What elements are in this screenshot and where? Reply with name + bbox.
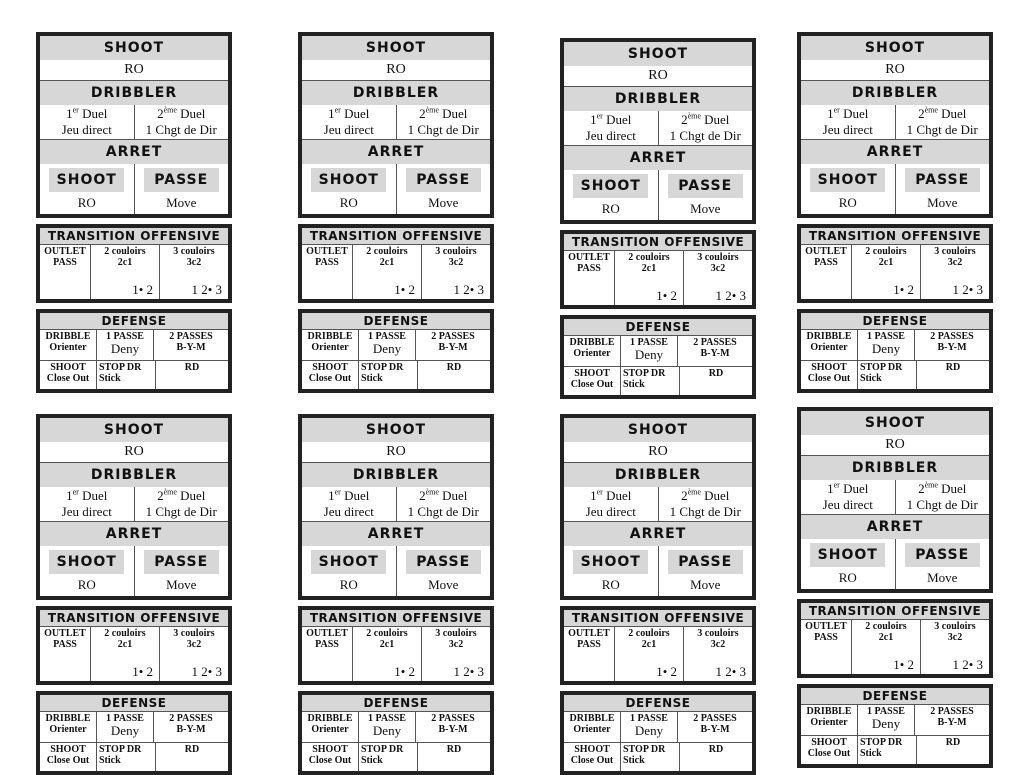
shoot-closeout-cell: SHOOT Close Out — [807, 362, 851, 384]
duel-row — [564, 487, 752, 522]
shoot-ro: RO — [40, 60, 228, 81]
stop-dr-cell: STOP DR Stick — [358, 743, 417, 771]
first-duel: 1er Duel Jeu direct — [40, 487, 135, 521]
outlet-pass: OUTLET PASS — [568, 628, 610, 650]
dribble-cell: DRIBBLE Orienter — [569, 713, 615, 735]
arret-shoot-label: SHOOT — [573, 550, 648, 574]
two-lanes: 2 couloirs 2c1 1• 2 — [352, 627, 421, 681]
arret-row — [564, 170, 752, 220]
dribble-cell: DRIBBLE Orienter — [45, 331, 91, 353]
arret-ro: RO — [601, 577, 620, 592]
transition-box — [298, 224, 494, 303]
arret-header: ARRET — [801, 140, 989, 164]
arret-shoot-label: SHOOT — [311, 550, 386, 574]
arret-row — [801, 164, 989, 214]
transition-box — [36, 606, 232, 685]
outlet-pass: OUTLET PASS — [44, 246, 86, 268]
arret-shoot-label: SHOOT — [311, 168, 386, 192]
three-lanes: 3 couloirs 3c2 1 2• 3 — [920, 245, 989, 299]
two-passes-cell: 2 PASSES B-Y-M — [914, 330, 989, 360]
dribbler-header: DRIBBLER — [40, 463, 228, 487]
stop-dr-cell: STOP DR Stick — [857, 361, 916, 389]
arret-row — [40, 164, 228, 214]
transition-header: TRANSITION OFFENSIVE — [302, 610, 490, 627]
arret-header: ARRET — [564, 522, 752, 546]
defense-header: DEFENSE — [801, 688, 989, 705]
first-duel: 1er Duel Jeu direct — [564, 111, 659, 145]
rd-cell: RD — [417, 743, 490, 771]
arret-passe-label: PASSE — [668, 550, 743, 574]
shoot-ro: RO — [801, 60, 989, 81]
defense-header: DEFENSE — [40, 313, 228, 330]
arret-ro: RO — [77, 195, 96, 210]
first-duel: 1er Duel Jeu direct — [302, 105, 397, 139]
transition-header: TRANSITION OFFENSIVE — [801, 603, 989, 620]
two-lanes: 2 couloirs 2c1 1• 2 — [352, 245, 421, 299]
arret-move: Move — [166, 577, 197, 592]
defense-header: DEFENSE — [564, 319, 752, 336]
arret-shoot-label: SHOOT — [573, 174, 648, 198]
two-lanes-numbers: 1• 2 — [893, 282, 914, 297]
shoot-ro: RO — [564, 442, 752, 463]
offense-box — [36, 414, 232, 600]
defense-header: DEFENSE — [40, 695, 228, 712]
defense-box — [797, 684, 993, 768]
transition-header: TRANSITION OFFENSIVE — [564, 610, 752, 627]
defense-header: DEFENSE — [302, 313, 490, 330]
shoot-header: SHOOT — [40, 36, 228, 60]
offense-box — [298, 414, 494, 600]
defense-box — [560, 315, 756, 399]
play-card-2 — [298, 32, 494, 393]
arret-header: ARRET — [40, 140, 228, 164]
shoot-closeout-cell: SHOOT Close Out — [570, 744, 614, 766]
one-pass-cell: 1 PASSE Deny — [857, 705, 914, 735]
three-lanes-numbers: 1 2• 3 — [715, 664, 746, 679]
second-duel: 2ème Duel 1 Chgt de Dir — [669, 111, 741, 143]
transition-header: TRANSITION OFFENSIVE — [40, 610, 228, 627]
second-duel: 2ème Duel 1 Chgt de Dir — [906, 105, 978, 137]
arret-ro: RO — [601, 201, 620, 216]
arret-passe-label: PASSE — [905, 543, 980, 567]
transition-box — [298, 606, 494, 685]
two-lanes: 2 couloirs 2c1 1• 2 — [90, 245, 159, 299]
arret-header: ARRET — [564, 146, 752, 170]
shoot-header: SHOOT — [801, 411, 989, 435]
arret-shoot-label: SHOOT — [49, 168, 124, 192]
defense-box — [560, 691, 756, 775]
two-passes-cell: 2 PASSES B-Y-M — [677, 336, 752, 366]
three-lanes: 3 couloirs 3c2 1 2• 3 — [683, 251, 752, 305]
stop-dr-cell: STOP DR Stick — [620, 367, 679, 395]
transition-box — [560, 606, 756, 685]
two-lanes: 2 couloirs 2c1 1• 2 — [851, 620, 920, 674]
shoot-header: SHOOT — [40, 418, 228, 442]
dribbler-header: DRIBBLER — [564, 87, 752, 111]
two-passes-cell: 2 PASSES B-Y-M — [153, 330, 228, 360]
arret-passe-label: PASSE — [905, 168, 980, 192]
shoot-header: SHOOT — [801, 36, 989, 60]
stop-dr-cell: STOP DR Stick — [857, 736, 916, 764]
shoot-ro: RO — [40, 442, 228, 463]
shoot-ro: RO — [801, 435, 989, 456]
shoot-closeout-cell: SHOOT Close Out — [46, 362, 90, 384]
one-pass-cell: 1 PASSE Deny — [620, 336, 677, 366]
stop-dr-cell: STOP DR Stick — [96, 743, 155, 771]
defense-box — [298, 309, 494, 393]
defense-header: DEFENSE — [302, 695, 490, 712]
one-pass-cell: 1 PASSE Deny — [358, 712, 415, 742]
two-lanes-numbers: 1• 2 — [656, 664, 677, 679]
three-lanes: 3 couloirs 3c2 1 2• 3 — [159, 245, 228, 299]
stop-dr-cell: STOP DR Stick — [96, 361, 155, 389]
transition-header: TRANSITION OFFENSIVE — [40, 228, 228, 245]
one-pass-cell: 1 PASSE Deny — [96, 330, 153, 360]
duel-row — [302, 105, 490, 140]
shoot-closeout-cell: SHOOT Close Out — [46, 744, 90, 766]
dribbler-header: DRIBBLER — [302, 463, 490, 487]
first-duel: 1er Duel Jeu direct — [801, 105, 896, 139]
rd-cell: RD — [916, 736, 989, 764]
one-pass-cell: 1 PASSE Deny — [96, 712, 153, 742]
defense-header: DEFENSE — [564, 695, 752, 712]
outlet-pass: OUTLET PASS — [44, 628, 86, 650]
shoot-header: SHOOT — [564, 42, 752, 66]
three-lanes-numbers: 1 2• 3 — [952, 657, 983, 672]
transition-header: TRANSITION OFFENSIVE — [564, 234, 752, 251]
dribble-cell: DRIBBLE Orienter — [806, 706, 852, 728]
shoot-ro: RO — [302, 60, 490, 81]
outlet-pass: OUTLET PASS — [306, 246, 348, 268]
arret-passe-label: PASSE — [144, 550, 219, 574]
two-lanes: 2 couloirs 2c1 1• 2 — [90, 627, 159, 681]
arret-shoot-label: SHOOT — [49, 550, 124, 574]
shoot-header: SHOOT — [302, 36, 490, 60]
one-pass-cell: 1 PASSE Deny — [620, 712, 677, 742]
offense-box — [797, 32, 993, 218]
rd-cell: RD — [679, 367, 752, 395]
three-lanes-numbers: 1 2• 3 — [453, 282, 484, 297]
two-lanes: 2 couloirs 2c1 1• 2 — [614, 251, 683, 305]
dribble-cell: DRIBBLE Orienter — [806, 331, 852, 353]
outlet-pass: OUTLET PASS — [568, 252, 610, 274]
defense-box — [797, 309, 993, 393]
two-lanes-numbers: 1• 2 — [132, 664, 153, 679]
arret-row — [302, 164, 490, 214]
two-lanes-numbers: 1• 2 — [394, 664, 415, 679]
shoot-closeout-cell: SHOOT Close Out — [807, 737, 851, 759]
rd-cell: RD — [155, 361, 228, 389]
three-lanes: 3 couloirs 3c2 1 2• 3 — [159, 627, 228, 681]
shoot-header: SHOOT — [564, 418, 752, 442]
play-card-5 — [36, 414, 232, 775]
outlet-pass: OUTLET PASS — [805, 246, 847, 268]
three-lanes: 3 couloirs 3c2 1 2• 3 — [421, 627, 490, 681]
arret-move: Move — [428, 577, 459, 592]
three-lanes-numbers: 1 2• 3 — [715, 288, 746, 303]
play-card-7 — [560, 414, 756, 775]
defense-box — [36, 691, 232, 775]
dribbler-header: DRIBBLER — [40, 81, 228, 105]
arret-passe-label: PASSE — [144, 168, 219, 192]
two-passes-cell: 2 PASSES B-Y-M — [415, 712, 490, 742]
duel-row — [40, 105, 228, 140]
shoot-ro: RO — [302, 442, 490, 463]
transition-box — [797, 224, 993, 303]
one-pass-cell: 1 PASSE Deny — [857, 330, 914, 360]
transition-header: TRANSITION OFFENSIVE — [801, 228, 989, 245]
dribble-cell: DRIBBLE Orienter — [569, 337, 615, 359]
arret-move: Move — [927, 570, 958, 585]
shoot-header: SHOOT — [302, 418, 490, 442]
offense-box — [560, 414, 756, 600]
two-lanes-numbers: 1• 2 — [656, 288, 677, 303]
arret-move: Move — [166, 195, 197, 210]
duel-row — [302, 487, 490, 522]
duel-row — [801, 105, 989, 140]
arret-row — [801, 539, 989, 589]
transition-box — [36, 224, 232, 303]
three-lanes: 3 couloirs 3c2 1 2• 3 — [920, 620, 989, 674]
rd-cell: RD — [916, 361, 989, 389]
outlet-pass: OUTLET PASS — [306, 628, 348, 650]
two-lanes: 2 couloirs 2c1 1• 2 — [614, 627, 683, 681]
offense-box — [797, 407, 993, 593]
second-duel: 2ème Duel 1 Chgt de Dir — [145, 105, 217, 137]
offense-box — [560, 38, 756, 224]
dribbler-header: DRIBBLER — [801, 456, 989, 480]
offense-box — [298, 32, 494, 218]
play-card-8 — [797, 407, 993, 768]
three-lanes: 3 couloirs 3c2 1 2• 3 — [421, 245, 490, 299]
shoot-closeout-cell: SHOOT Close Out — [308, 362, 352, 384]
second-duel: 2ème Duel 1 Chgt de Dir — [906, 480, 978, 512]
duel-row — [564, 111, 752, 146]
defense-box — [298, 691, 494, 775]
stop-dr-cell: STOP DR Stick — [620, 743, 679, 771]
play-card-4 — [797, 32, 993, 393]
arret-move: Move — [690, 577, 721, 592]
rd-cell: RD — [679, 743, 752, 771]
arret-ro: RO — [838, 195, 857, 210]
arret-ro: RO — [339, 195, 358, 210]
arret-move: Move — [690, 201, 721, 216]
shoot-closeout-cell: SHOOT Close Out — [570, 368, 614, 390]
duel-row — [40, 487, 228, 522]
two-passes-cell: 2 PASSES B-Y-M — [914, 705, 989, 735]
two-passes-cell: 2 PASSES B-Y-M — [415, 330, 490, 360]
arret-header: ARRET — [302, 522, 490, 546]
arret-shoot-label: SHOOT — [810, 168, 885, 192]
three-lanes-numbers: 1 2• 3 — [191, 664, 222, 679]
arret-move: Move — [428, 195, 459, 210]
two-lanes-numbers: 1• 2 — [893, 657, 914, 672]
play-card-1 — [36, 32, 232, 393]
one-pass-cell: 1 PASSE Deny — [358, 330, 415, 360]
first-duel: 1er Duel Jeu direct — [40, 105, 135, 139]
arret-shoot-label: SHOOT — [810, 543, 885, 567]
first-duel: 1er Duel Jeu direct — [564, 487, 659, 521]
three-lanes-numbers: 1 2• 3 — [191, 282, 222, 297]
two-passes-cell: 2 PASSES B-Y-M — [153, 712, 228, 742]
second-duel: 2ème Duel 1 Chgt de Dir — [145, 487, 217, 519]
first-duel: 1er Duel Jeu direct — [302, 487, 397, 521]
three-lanes-numbers: 1 2• 3 — [453, 664, 484, 679]
transition-box — [797, 599, 993, 678]
two-lanes-numbers: 1• 2 — [132, 282, 153, 297]
outlet-pass: OUTLET PASS — [805, 621, 847, 643]
stop-dr-cell: STOP DR Stick — [358, 361, 417, 389]
arret-passe-label: PASSE — [406, 550, 481, 574]
arret-ro: RO — [339, 577, 358, 592]
transition-box — [560, 230, 756, 309]
dribbler-header: DRIBBLER — [801, 81, 989, 105]
two-lanes-numbers: 1• 2 — [394, 282, 415, 297]
first-duel: 1er Duel Jeu direct — [801, 480, 896, 514]
dribble-cell: DRIBBLE Orienter — [45, 713, 91, 735]
dribble-cell: DRIBBLE Orienter — [307, 331, 353, 353]
arret-passe-label: PASSE — [406, 168, 481, 192]
second-duel: 2ème Duel 1 Chgt de Dir — [407, 105, 479, 137]
second-duel: 2ème Duel 1 Chgt de Dir — [669, 487, 741, 519]
arret-header: ARRET — [40, 522, 228, 546]
dribble-cell: DRIBBLE Orienter — [307, 713, 353, 735]
arret-move: Move — [927, 195, 958, 210]
arret-ro: RO — [77, 577, 96, 592]
arret-row — [302, 546, 490, 596]
three-lanes: 3 couloirs 3c2 1 2• 3 — [683, 627, 752, 681]
rd-cell: RD — [155, 743, 228, 771]
rd-cell: RD — [417, 361, 490, 389]
two-passes-cell: 2 PASSES B-Y-M — [677, 712, 752, 742]
transition-header: TRANSITION OFFENSIVE — [302, 228, 490, 245]
dribbler-header: DRIBBLER — [564, 463, 752, 487]
arret-row — [564, 546, 752, 596]
arret-header: ARRET — [302, 140, 490, 164]
two-lanes: 2 couloirs 2c1 1• 2 — [851, 245, 920, 299]
defense-box — [36, 309, 232, 393]
three-lanes-numbers: 1 2• 3 — [952, 282, 983, 297]
duel-row — [801, 480, 989, 515]
shoot-closeout-cell: SHOOT Close Out — [308, 744, 352, 766]
arret-header: ARRET — [801, 515, 989, 539]
shoot-ro: RO — [564, 66, 752, 87]
play-card-6 — [298, 414, 494, 775]
arret-passe-label: PASSE — [668, 174, 743, 198]
offense-box — [36, 32, 232, 218]
second-duel: 2ème Duel 1 Chgt de Dir — [407, 487, 479, 519]
defense-header: DEFENSE — [801, 313, 989, 330]
play-card-3 — [560, 38, 756, 399]
arret-row — [40, 546, 228, 596]
dribbler-header: DRIBBLER — [302, 81, 490, 105]
arret-ro: RO — [838, 570, 857, 585]
